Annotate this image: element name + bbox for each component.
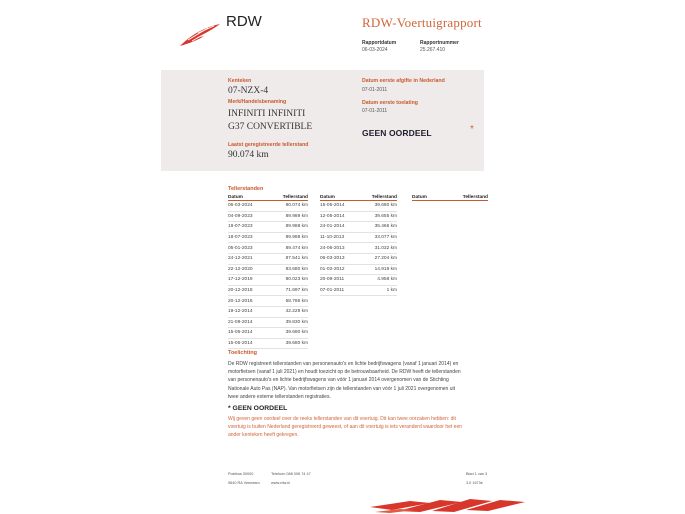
odometer-date: 05-01-2023	[228, 243, 267, 254]
odometer-row	[320, 211, 397, 222]
odometer-km: 31.032 km	[358, 243, 397, 254]
odometer-date: 07-01-2011	[320, 285, 358, 296]
report-number-label: Rapportnummer	[420, 40, 459, 46]
odometer-row	[228, 211, 308, 222]
odometer-km: 58.786 km	[267, 296, 308, 307]
odometer-date: 21-08-2014	[228, 317, 267, 328]
odometer-row	[320, 285, 397, 296]
verdict-explanation-text	[228, 415, 490, 440]
odometer-km: 14.919 km	[358, 264, 397, 275]
footer-website[interactable]: www.rdw.nl	[271, 481, 290, 485]
report-title: RDW-Voertuigrapport	[362, 15, 482, 30]
odometer-table-2	[320, 194, 397, 296]
report-date-label: Rapportdatum	[362, 40, 397, 46]
explanation-line: De RDW registreert tellerstanden van personenauto's en lichte bedrijfswagens (vanaf 1 januari 2014) en	[228, 361, 459, 367]
odometer-row	[320, 201, 397, 212]
odometer-table-1	[228, 194, 308, 349]
verdict-explanation-title: * GEEN OORDEEL	[228, 405, 288, 412]
odometer-date: 06-03-2024	[228, 201, 267, 212]
odometer-km: 39.680 km	[267, 328, 308, 339]
km-header: Tellerstand	[267, 194, 308, 201]
first-registration-nl-label: Datum eerste afgifte in Nederland	[362, 78, 445, 84]
odometer-row	[228, 243, 308, 254]
odometer-km: 80.023 km	[267, 275, 308, 286]
plate-label: Kenteken	[228, 78, 252, 84]
odometer-row	[228, 232, 308, 243]
rdw-logo-icon	[178, 22, 222, 48]
decorative-stripes-icon	[370, 497, 525, 513]
plate-value: 07-NZX-4	[228, 86, 269, 96]
odometer-date: 11-10-2013	[320, 232, 358, 243]
odometer-row	[228, 253, 308, 264]
explanation-line: van personenauto's en lichte bedrijfswagens van vóór 1 januari 2014 overgenomen van de Stichting	[228, 377, 449, 384]
odometer-row	[320, 264, 397, 275]
explanation-line: Nationale Auto Pas (NAP). Van motorfietsen zijn de tellerstanden van vóór 1 juli 2021 overgenomen uit	[228, 385, 455, 392]
odometer-km: 83.680 km	[267, 264, 308, 275]
odometer-km: 89.988 km	[267, 222, 308, 233]
odometer-row	[228, 306, 308, 317]
odometer-km: 39.830 km	[267, 317, 308, 328]
odometer-date: 15-05-2014	[228, 338, 267, 349]
explanation-line: twee andere externe tellerstanden registraties.	[228, 393, 331, 400]
odometer-row	[320, 243, 397, 254]
odometer-km: 35.466 km	[358, 222, 397, 233]
odometer-row	[228, 222, 308, 233]
explanation-line: motorfietsen (vanaf 1 juli 2021) en houdt toezicht op de betrouwbaarheid. De RDW heeft de tellerstanden	[228, 369, 461, 376]
odometer-row	[228, 338, 308, 349]
km-header: Tellerstand	[440, 194, 488, 201]
vehicle-summary-panel	[161, 70, 484, 171]
make-value: INFINITI INFINITI	[228, 109, 306, 119]
report-number: 25.267.410	[420, 47, 446, 53]
odometer-date: 24-06-2013	[320, 243, 358, 254]
odometer-date: 12-05-2014	[320, 211, 358, 222]
odometer-km: 1 km	[358, 285, 397, 296]
explanation-title: Toelichting	[228, 350, 257, 356]
odometer-date: 20-12-2018	[228, 285, 267, 296]
odometer-row	[228, 264, 308, 275]
odometer-date: 06-03-2013	[320, 253, 358, 264]
odometer-row	[320, 222, 397, 233]
odometer-km: 89.989 km	[267, 211, 308, 222]
footer-page-number: Blad 1 van 3	[466, 472, 488, 476]
odometer-section-title: Tellerstanden	[228, 186, 264, 192]
odometer-table-3	[412, 194, 488, 201]
odometer-row	[320, 275, 397, 286]
odometer-km: 89.988 km	[267, 232, 308, 243]
first-registration-nl-value: 07-01-2011	[362, 87, 388, 93]
odometer-km: 33.077 km	[358, 232, 397, 243]
odometer-km: 42.229 km	[267, 306, 308, 317]
last-odometer-value: 90.074 km	[228, 150, 269, 160]
odometer-date: 15-05-2014	[320, 201, 358, 212]
odometer-date: 24-01-2014	[320, 222, 358, 233]
explanation-text	[228, 360, 490, 401]
odometer-date: 22-12-2020	[228, 264, 267, 275]
odometer-km: 71.697 km	[267, 285, 308, 296]
odometer-date: 01-02-2012	[320, 264, 358, 275]
odometer-km: 39.655 km	[358, 211, 397, 222]
odometer-km: 39.680 km	[358, 201, 397, 212]
footer-address: 9640 RA Veendam	[228, 481, 260, 485]
odometer-km: 27.204 km	[358, 253, 397, 264]
odometer-row	[228, 317, 308, 328]
report-date: 06-03-2024	[362, 47, 388, 53]
odometer-row	[228, 328, 308, 339]
odometer-km: 89.474 km	[267, 243, 308, 254]
odometer-date: 20-09-2011	[320, 275, 358, 286]
odometer-km: 90.074 km	[267, 201, 308, 212]
odometer-km: 87.541 km	[267, 253, 308, 264]
odometer-row	[320, 232, 397, 243]
odometer-date: 19-07-2023	[228, 222, 267, 233]
date-header: Datum	[228, 194, 267, 201]
last-odometer-label: Laatst geregistreerde tellerstand	[228, 142, 309, 148]
odometer-date: 20-12-2016	[228, 296, 267, 307]
odometer-row	[228, 275, 308, 286]
brand-name: RDW	[226, 13, 262, 30]
verdict-value: GEEN OORDEEL	[362, 128, 432, 138]
model-value: G37 CONVERTIBLE	[228, 122, 313, 132]
make-label: Merk/Handelsbenaming	[228, 99, 287, 105]
odometer-row	[228, 285, 308, 296]
odometer-date: 18-07-2023	[228, 232, 267, 243]
footer-postbus: Postbus 30000	[228, 472, 254, 476]
verdict-explanation-line: ander kenteken heeft gekregen.	[228, 432, 299, 439]
verdict-explanation-line: Wij geven geen oordeel over de reeks tellerstanden van dit voertuig. Dit kan twee oorzaken hebben: dit	[228, 416, 456, 422]
km-header: Tellerstand	[358, 194, 397, 201]
verdict-explanation-line: voertuig is buiten Nederland geregistreerd geweest, of aan dit voertuig is iets veranderd waardoor het een	[228, 424, 463, 431]
odometer-date: 04-09-2023	[228, 211, 267, 222]
odometer-date: 24-12-2021	[228, 253, 267, 264]
odometer-row	[228, 296, 308, 307]
footer-version: 3.0 1673e	[466, 481, 483, 485]
odometer-date: 17-12-2019	[228, 275, 267, 286]
date-header: Datum	[412, 194, 440, 201]
odometer-km: 4.958 km	[358, 275, 397, 286]
odometer-km: 39.680 km	[267, 338, 308, 349]
odometer-date: 15-05-2014	[228, 328, 267, 339]
first-admission-label: Datum eerste toelating	[362, 100, 418, 106]
footer-phone: Telefoon 088 008 74 47	[271, 472, 311, 476]
odometer-date: 19-12-2014	[228, 306, 267, 317]
verdict-asterisk: *	[470, 124, 474, 135]
first-admission-value: 07-01-2011	[362, 108, 388, 114]
odometer-row	[320, 253, 397, 264]
odometer-row	[228, 201, 308, 212]
date-header: Datum	[320, 194, 358, 201]
